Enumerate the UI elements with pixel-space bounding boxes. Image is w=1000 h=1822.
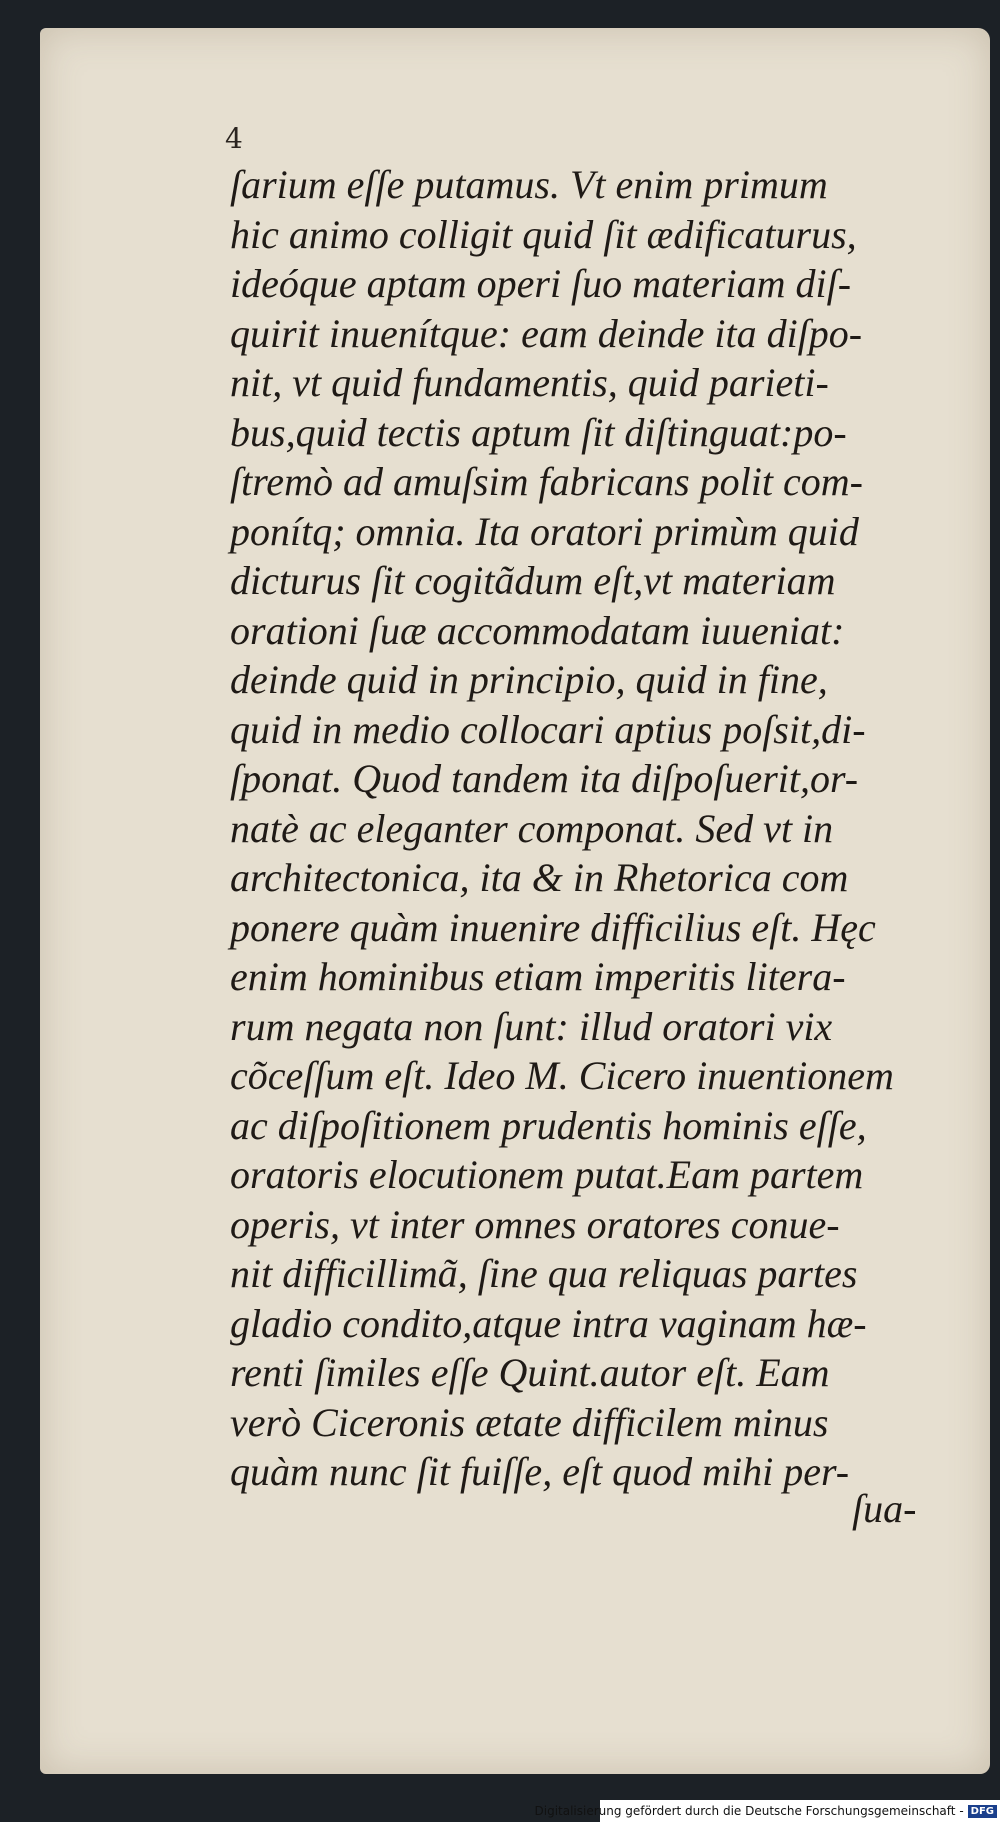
text-line: ponítq; omnia. Ita oratori primùm quid — [230, 508, 859, 554]
text-line: oratoris elocutionem putat.Eam partem — [230, 1152, 864, 1197]
text-line: ſponat. Quod tandem ita diſpoſuerit,or- — [230, 756, 859, 801]
text-line: enim hominibus etiam imperitis litera- — [230, 954, 846, 999]
text-line: bus,quid tectis aptum ſit diſtinguat:po- — [230, 409, 847, 455]
text-line: ponere quàm inuenire difficilius eſt. Hęc — [230, 904, 876, 950]
text-line: quàm nunc ſit fuiſſe, eſt quod mihi per- — [230, 1449, 850, 1494]
text-line: orationi ſuæ accommodatam iuueniat: — [230, 607, 845, 653]
text-line: ſarium eſſe putamus. Vt enim primum — [230, 162, 828, 207]
text-line: gladio condito,atque intra vaginam hæ- — [230, 1300, 867, 1346]
catchword: ſua- — [852, 1486, 917, 1531]
text-line: dicturus ſit cogitãdum eſt,vt materiam — [230, 558, 836, 603]
text-line: renti ſimiles eſſe Quint.autor eſt. Eam — [230, 1350, 830, 1395]
text-line: rum negata non ſunt: illud oratori vix — [230, 1003, 833, 1049]
text-line: deinde quid in principio, quid in fine, — [230, 657, 828, 702]
dfg-logo: DFG — [968, 1805, 997, 1818]
text-line: architectonica, ita & in Rhetorica com — [230, 855, 849, 900]
page-text — [230, 160, 935, 1497]
text-line: verò Ciceronis ætate difficilem minus — [230, 1399, 829, 1445]
text-line: operis, vt inter omnes oratores conue- — [230, 1201, 840, 1247]
text-line: natè ac eleganter componat. Sed vt in — [230, 805, 834, 851]
page-number: 4 — [225, 122, 243, 155]
text-line: ideóque aptam operi ſuo materiam diſ- — [230, 261, 852, 306]
text-line: ac diſpoſitionem prudentis hominis eſſe, — [230, 1102, 867, 1148]
credit-text: Digitalisierung gefördert durch die Deutsche Forschungsgemeinschaft - — [534, 1804, 964, 1818]
text-line: quirit inuenítque: eam deinde ita diſpo- — [230, 310, 863, 356]
text-line: cõceſſum eſt. Ideo M. Cicero inuentionem — [230, 1053, 894, 1098]
text-line: ſtremò ad amuſsim fabricans polit com- — [230, 459, 863, 504]
digitization-credit — [534, 1800, 1000, 1822]
text-line: hic animo colligit quid ſit ædificaturus, — [230, 211, 857, 257]
text-line: quid in medio collocari aptius poſsit,di- — [230, 706, 866, 752]
text-line: nit difficillimã, ſine qua reliquas partes — [230, 1251, 858, 1296]
text-line: nit, vt quid fundamentis, quid parieti- — [230, 360, 829, 405]
